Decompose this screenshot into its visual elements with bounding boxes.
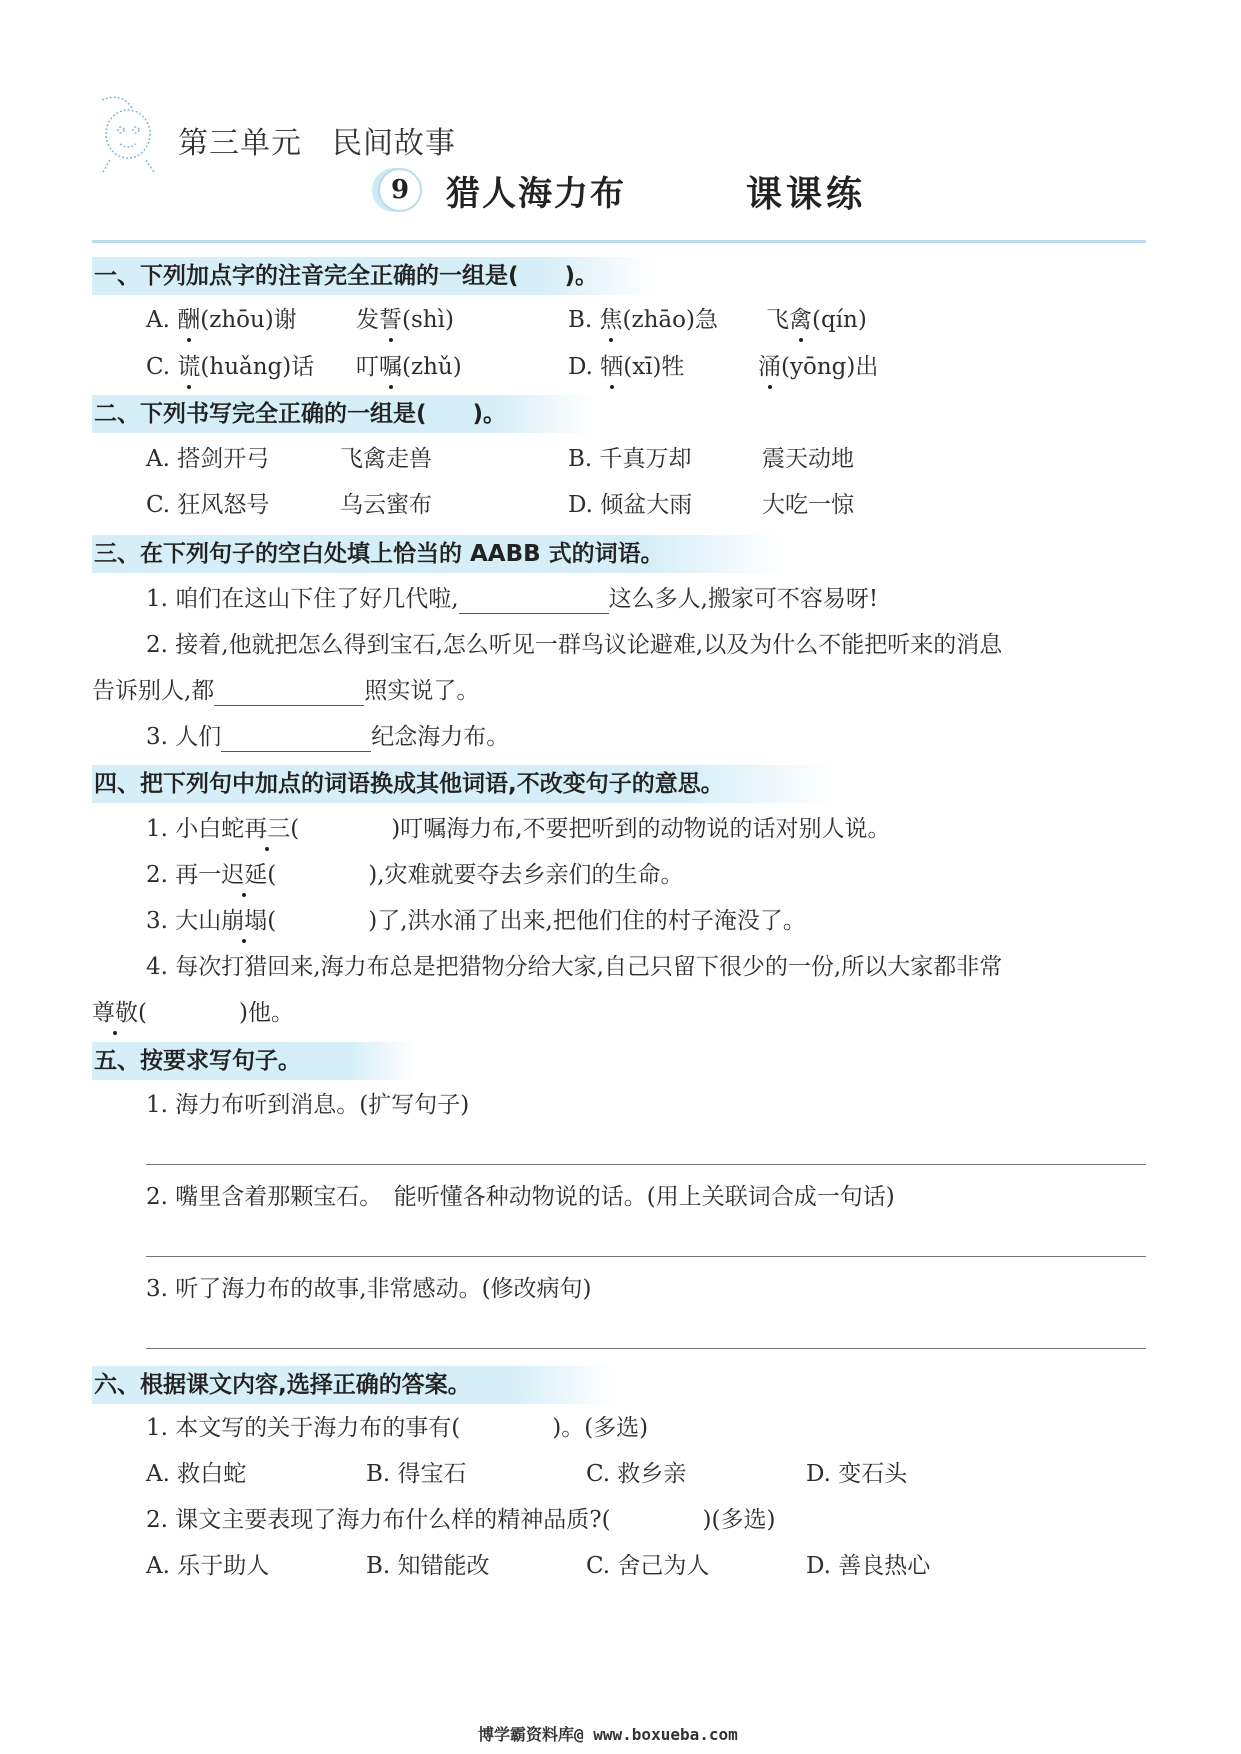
s5-question-2: 2. 嘴里含着那颗宝石。 能听懂各种动物说的话。(用上关联词合成一句话): [146, 1184, 895, 1210]
s3-q3-blank[interactable]: [221, 725, 371, 752]
s6-question-2: 2. 课文主要表现了海力布什么样的精神品质?( )(多选): [146, 1507, 776, 1533]
s5-q2-answer-line[interactable]: [146, 1256, 1146, 1257]
s3-question-1: 1. 咱们在这山下住了好几代啦, 这么多人,搬家可不容易呀!: [146, 586, 879, 612]
footer-watermark: 博学霸资料库@ www.boxueba.com: [478, 1725, 738, 1744]
s1-option-a: A. 酬(zhōu)谢: [146, 307, 297, 333]
lesson-title: 猎人海力布: [446, 174, 626, 214]
s4-question-2: 2. 再一迟延( ),灾难就要夺去乡亲们的生命。: [146, 862, 684, 888]
s3-question-2-line1: 2. 接着,他就把怎么得到宝石,怎么听见一群鸟议论避难,以及为什么不能把听来的消息: [146, 632, 1003, 658]
s6-q2-option-a: A. 乐于助人: [146, 1553, 270, 1579]
series-name: 课课练: [746, 173, 867, 215]
unit-theme: 民间故事: [332, 126, 456, 161]
s2-option-a: A. 搭剑开弓: [146, 446, 270, 472]
s6-q1-option-b: B. 得宝石: [366, 1461, 467, 1487]
section-6-title: 六、根据课文内容,选择正确的答案。: [92, 1366, 614, 1404]
s4-q4-paren[interactable]: ( ): [138, 1000, 248, 1026]
s3-q2-blank[interactable]: [214, 679, 364, 706]
s4-question-1: 1. 小白蛇再三( )叮嘱海力布,不要把听到的动物说的话对别人说。: [146, 816, 891, 842]
s1-option-a-word2: 发誓(shì): [356, 307, 454, 333]
s3-question-3: 3. 人们 纪念海力布。: [146, 724, 510, 750]
section-2-title: 二、下列书写完全正确的一组是( )。: [92, 395, 594, 433]
s5-question-1: 1. 海力布听到消息。(扩写句子): [146, 1092, 470, 1118]
s2-option-b-word2: 震天动地: [762, 446, 854, 472]
s1-option-b: B. 焦(zhāo)急: [568, 307, 718, 333]
s3-question-2-line2: 告诉别人,都 照实说了。: [92, 678, 480, 704]
s6-q1-option-c: C. 救乡亲: [586, 1461, 687, 1487]
s2-option-d-word2: 大吃一惊: [762, 492, 854, 518]
unit-heading: [178, 118, 486, 162]
s6-q2-option-b: B. 知错能改: [366, 1553, 490, 1579]
s4-question-4-line1: 4. 每次打猎回来,海力布总是把猎物分给大家,自己只留下很少的一份,所以大家都非常: [146, 954, 1003, 980]
section-3-title: 三、在下列句子的空白处填上恰当的 AABB 式的词语。: [92, 535, 784, 573]
s6-q2-option-c: C. 舍己为人: [586, 1553, 710, 1579]
section-5-title: 五、按要求写句子。: [92, 1042, 414, 1080]
s2-option-c-word2: 乌云蜜布: [340, 492, 432, 518]
s1-option-b-word2: 飞禽(qín): [766, 307, 867, 333]
s6-q1-option-d: D. 变石头: [806, 1461, 908, 1487]
s3-q1-blank[interactable]: [459, 587, 609, 614]
section-1-title: 一、下列加点字的注音完全正确的一组是( )。: [92, 257, 654, 295]
header-divider: [92, 240, 1146, 243]
s5-q3-answer-line[interactable]: [146, 1348, 1146, 1349]
s2-option-d: D. 倾盆大雨: [568, 492, 693, 518]
s6-question-1: 1. 本文写的关于海力布的事有( )。(多选): [146, 1415, 649, 1441]
s5-q1-answer-line[interactable]: [146, 1164, 1146, 1165]
s4-question-4-line2: 尊敬( )他。: [92, 1000, 294, 1026]
s2-option-a-word2: 飞禽走兽: [340, 446, 432, 472]
s6-q2-option-d: D. 善良热心: [806, 1553, 931, 1579]
s6-q1-option-a: A. 救白蛇: [146, 1461, 247, 1487]
section-4-title: 四、把下列句中加点的词语换成其他词语,不改变句子的意思。: [92, 765, 834, 803]
s1-option-d: D. 牺(xī)牲: [568, 354, 685, 380]
s5-question-3: 3. 听了海力布的故事,非常感动。(修改病句): [146, 1276, 592, 1302]
s4-q2-paren[interactable]: ( ): [267, 862, 378, 888]
mascot-illustration: [92, 90, 166, 176]
s1-option-c: C. 谎(huǎng)话: [146, 354, 315, 380]
s4-q1-paren[interactable]: ( ): [290, 816, 401, 842]
lesson-number-badge: 9: [378, 168, 422, 212]
s4-q3-paren[interactable]: ( ): [267, 908, 378, 934]
s4-question-3: 3. 大山崩塌( )了,洪水涌了出来,把他们住的村子淹没了。: [146, 908, 806, 934]
s2-option-b: B. 千真万却: [568, 446, 692, 472]
s1-option-c-word2: 叮嘱(zhǔ): [356, 354, 462, 380]
s2-option-c: C. 狂风怒号: [146, 492, 270, 518]
s1-option-d-word2: 涌(yōng)出: [758, 354, 879, 380]
unit-label: 第三单元: [178, 126, 302, 161]
